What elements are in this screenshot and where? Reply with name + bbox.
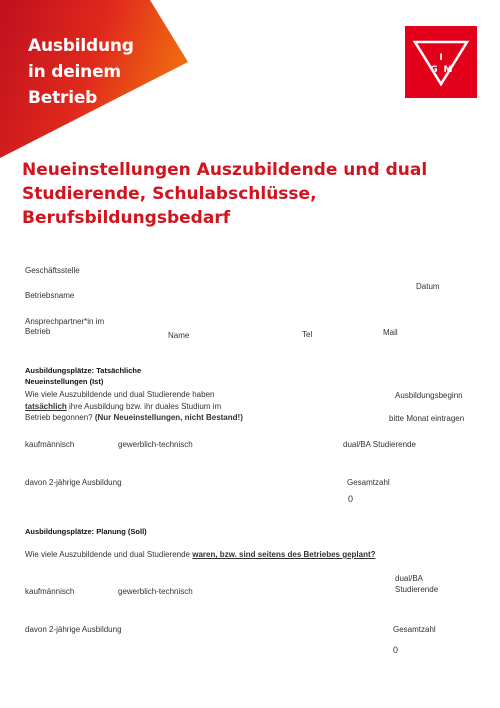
ist-question-note: (Nur Neueinstellungen, nicht Bestand!) (94, 413, 243, 422)
ist-question-emphasis: tatsächlich (25, 401, 67, 411)
section-ist-heading-line-2: Neueinstellungen (Ist) (25, 377, 104, 386)
soll-gewerblich-label: gewerblich-technisch (118, 587, 193, 596)
ist-question-line-2 (25, 401, 355, 413)
title-line-3: Berufsbildungsbedarf (22, 208, 231, 228)
ist-question-line-1: Wie viele Auszubildende und dual Studierende haben (25, 390, 215, 399)
soll-question-emphasis: waren, bzw. sind seitens des Betriebes geplant? (192, 550, 376, 559)
ist-kaufmaennisch-label: kaufmännisch (25, 440, 75, 449)
banner-line-2: in deinem (28, 62, 121, 82)
soll-question-plain: Wie viele Auszubildende und dual Studierende (25, 550, 193, 559)
section-ist-heading-line-1: Ausbildungsplätze: Tatsächliche (25, 366, 142, 375)
tel-label: Tel (302, 330, 313, 339)
ist-zweijaehrig-label: davon 2-jährige Ausbildung (25, 478, 122, 487)
logo-letter-g: G (430, 65, 438, 75)
mail-label: Mail (383, 328, 398, 337)
betriebsname-label: Betriebsname (25, 291, 75, 300)
ansprechpartner-line-1: Ansprechpartner*in im (25, 317, 105, 326)
section-ist-question (25, 389, 355, 424)
ist-gesamtzahl-value: 0 (348, 494, 354, 504)
ist-question-line-2-rest: ihre Ausbildung bzw. ihr duales Studium im (66, 401, 222, 411)
logo-letter-m: M (443, 65, 453, 75)
section-ist-heading (25, 365, 141, 387)
section-soll-question (25, 549, 376, 561)
ist-question-line-3-plain: Betrieb begonnen? (25, 413, 95, 422)
soll-dual-label (395, 574, 438, 595)
logo-letter-i: I (439, 53, 443, 63)
soll-zweijaehrig-label: davon 2-jährige Ausbildung (25, 625, 122, 634)
soll-dual-line-1: dual/BA (395, 574, 424, 583)
title-line-1: Neueinstellungen Auszubildende und dual (22, 160, 428, 180)
soll-kaufmaennisch-label: kaufmännisch (25, 587, 75, 596)
ansprechpartner-label (25, 317, 104, 337)
ist-question-line-3 (25, 412, 355, 424)
ig-metall-logo-icon (405, 26, 477, 98)
ausbildungsbeginn-label: Ausbildungsbeginn (395, 391, 463, 400)
monat-hint: bitte Monat eintragen (389, 414, 465, 423)
soll-gesamtzahl-label: Gesamtzahl (393, 625, 436, 634)
section-soll-heading: Ausbildungsplätze: Planung (Soll) (25, 527, 147, 536)
banner-line-1: Ausbildung (28, 36, 134, 56)
page-title (22, 158, 482, 230)
soll-dual-line-2: Studierende (395, 584, 439, 594)
ist-dual-label: dual/BA Studierende (343, 440, 416, 449)
ist-gewerblich-label: gewerblich-technisch (118, 440, 193, 449)
soll-gesamtzahl-value: 0 (393, 645, 399, 655)
datum-label: Datum (416, 282, 440, 291)
geschaeftsstelle-label: Geschäftsstelle (25, 266, 80, 275)
title-line-2: Studierende, Schulabschlüsse, (22, 184, 317, 204)
name-label: Name (168, 331, 190, 340)
banner-line-3: Betrieb (28, 88, 98, 108)
ansprechpartner-line-2: Betrieb (25, 327, 51, 336)
banner-title (28, 33, 134, 111)
ist-gesamtzahl-label: Gesamtzahl (347, 478, 390, 487)
